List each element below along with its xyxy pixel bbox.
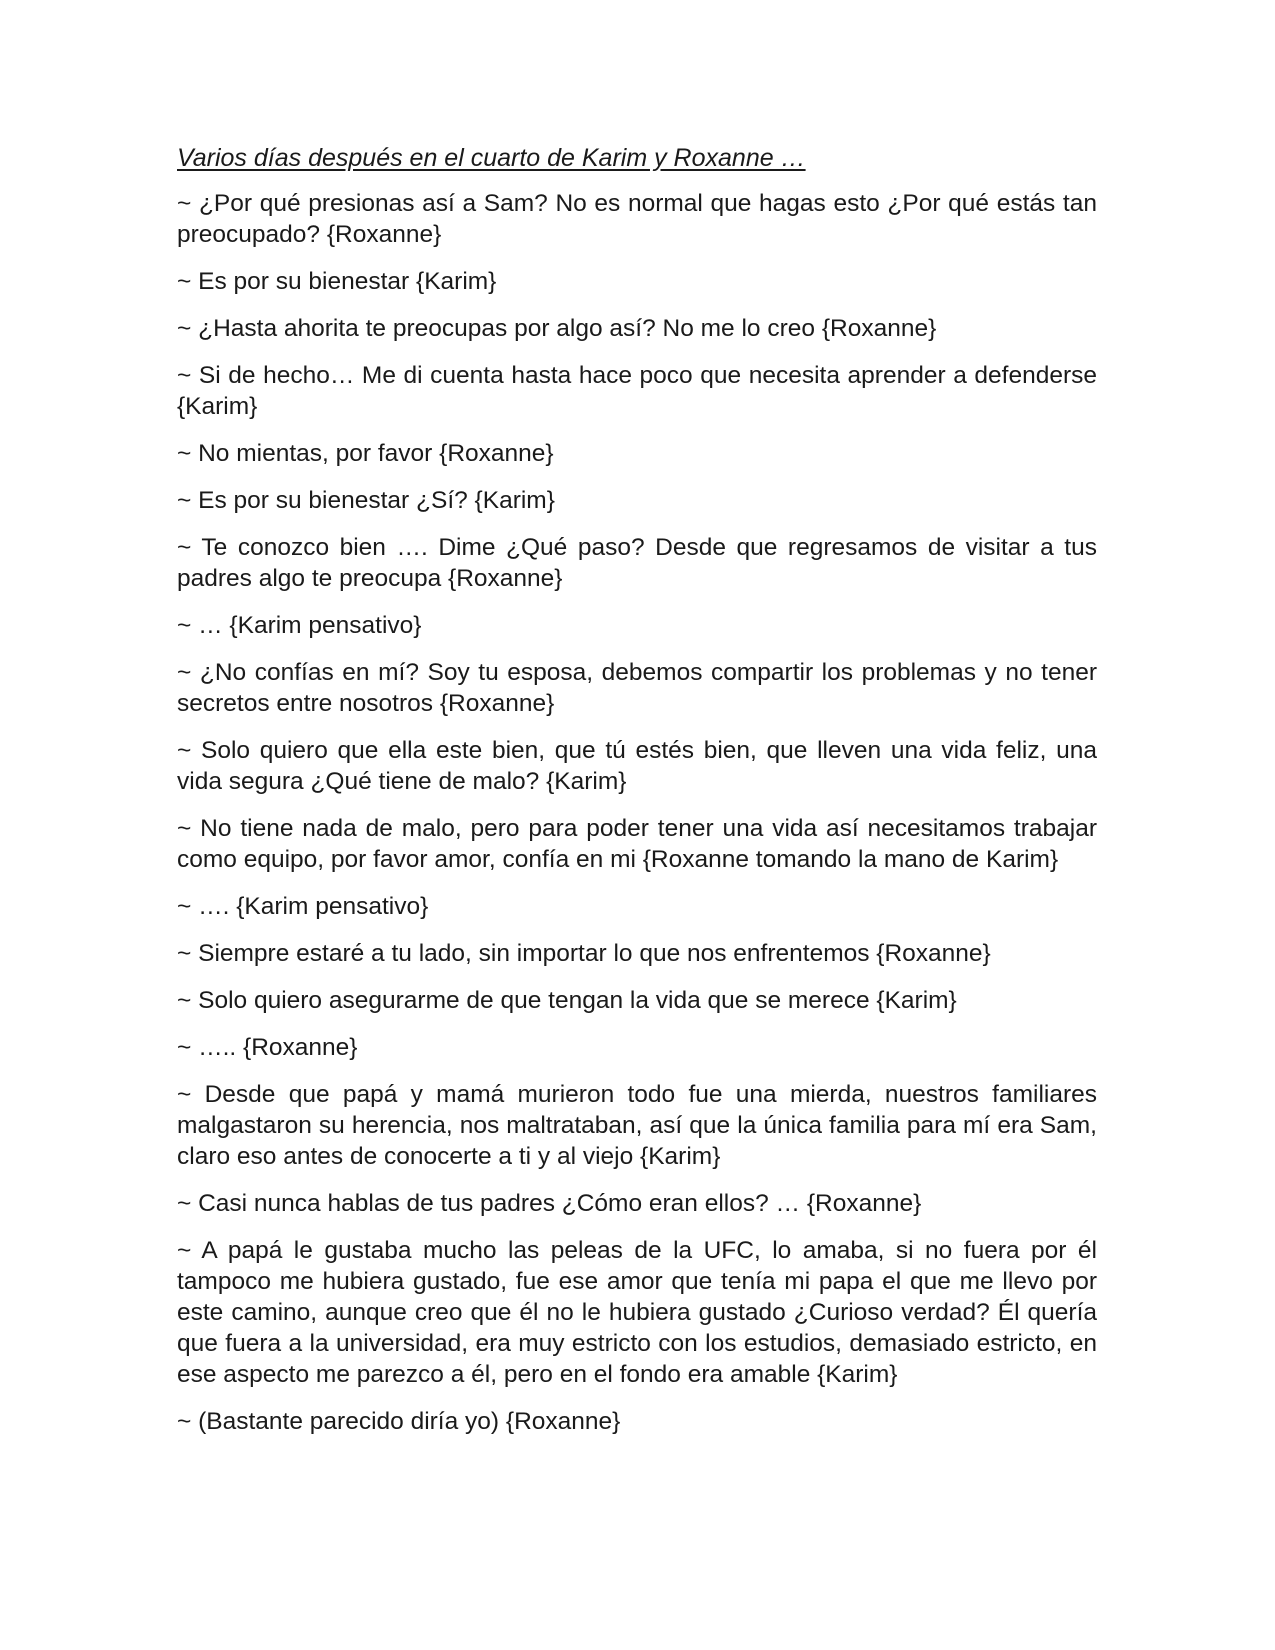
dialogue-line: ~ Te conozco bien …. Dime ¿Qué paso? Desde que regresamos de visitar a tus padres algo te preocupa {Roxanne} (177, 534, 1097, 592)
dialogue-line: ~ Solo quiero que ella este bien, que tú estés bien, que lleven una vida feliz, una vida segura ¿Qué tiene de malo? {Karim} (177, 737, 1097, 795)
dialogue-line: ~ Es por su bienestar {Karim} (177, 268, 497, 295)
dialogue-line: ~ ¿Por qué presionas así a Sam? No es normal que hagas esto ¿Por qué estás tan preocupado? {Roxanne} (177, 190, 1097, 248)
dialogue-line: ~ A papá le gustaba mucho las peleas de la UFC, lo amaba, si no fuera por él tampoco me hubiera gustado, fue ese amor que tenía mi papa el que me llevo por este camino, aunque creo que él no le hubiera gustado ¿Curioso verdad? Él quería que fuera a la universidad, era muy estricto con los estudios, demasiado estricto, en ese aspecto me parezco a él, pero en el fondo era amable {Karim} (177, 1237, 1097, 1388)
dialogue-line: ~ No tiene nada de malo, pero para poder tener una vida así necesitamos trabajar como equipo, por favor amor, confía en mi {Roxanne tomando la mano de Karim} (177, 815, 1097, 873)
dialogue-line: ~ ….. {Roxanne} (177, 1034, 358, 1061)
dialogue-line: ~ No mientas, por favor {Roxanne} (177, 440, 554, 467)
dialogue-line: ~ Siempre estaré a tu lado, sin importar lo que nos enfrentemos {Roxanne} (177, 940, 991, 967)
dialogue-line: ~ … {Karim pensativo} (177, 612, 422, 639)
dialogue-line: ~ Si de hecho… Me di cuenta hasta hace poco que necesita aprender a defenderse {Karim} (177, 362, 1097, 420)
dialogue-line: ~ Casi nunca hablas de tus padres ¿Cómo eran ellos? … {Roxanne} (177, 1190, 922, 1217)
dialogue-line: ~ …. {Karim pensativo} (177, 893, 429, 920)
dialogue-line: ~ (Bastante parecido diría yo) {Roxanne} (177, 1408, 621, 1435)
dialogue-line: ~ ¿No confías en mí? Soy tu esposa, debemos compartir los problemas y no tener secretos entre nosotros {Roxanne} (177, 659, 1097, 717)
dialogue-line: ~ Desde que papá y mamá murieron todo fue una mierda, nuestros familiares malgastaron su herencia, nos maltrataban, así que la única familia para mí era Sam, claro eso antes de conocerte a ti y al viejo {Karim} (177, 1081, 1097, 1170)
document-page (177, 143, 1097, 1453)
scene-heading: Varios días después en el cuarto de Karim y Roxanne … (177, 144, 806, 172)
dialogue-line: ~ Es por su bienestar ¿Sí? {Karim} (177, 487, 555, 514)
dialogue-line: ~ Solo quiero asegurarme de que tengan la vida que se merece {Karim} (177, 987, 957, 1014)
dialogue-line: ~ ¿Hasta ahorita te preocupas por algo así? No me lo creo {Roxanne} (177, 315, 937, 342)
